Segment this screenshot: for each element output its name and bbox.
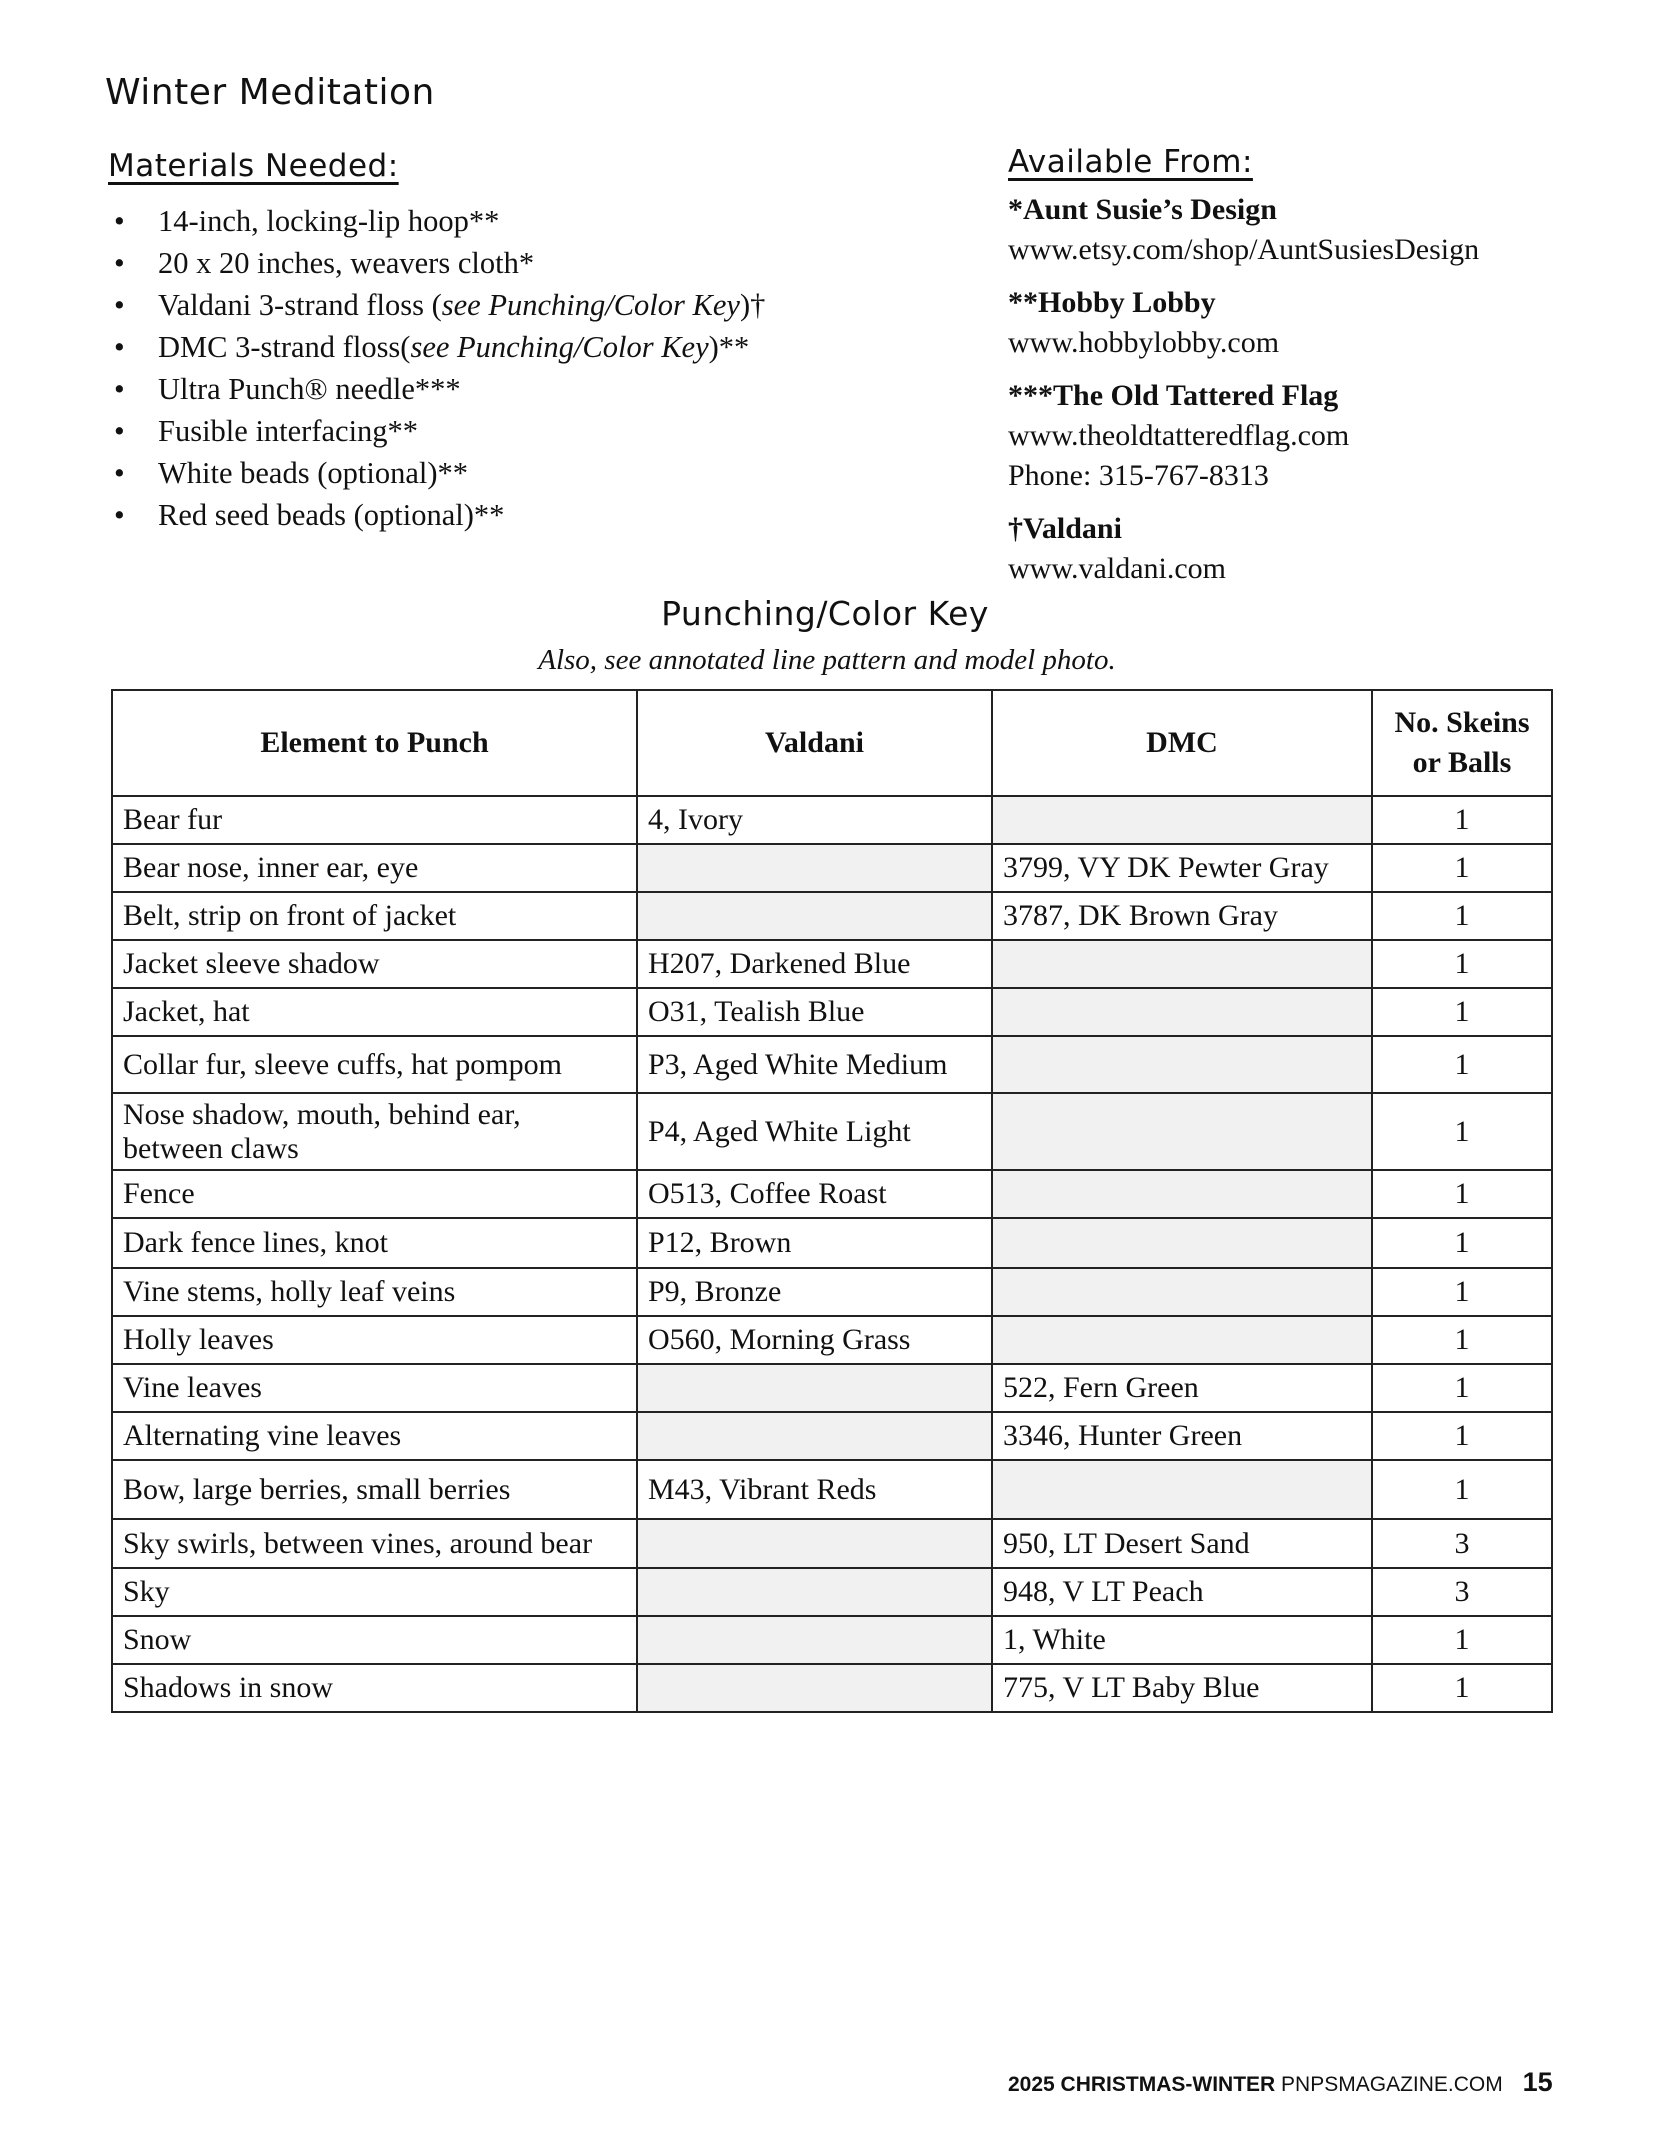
color-key-table [111,689,1553,1713]
page-title: Winter Meditation [105,72,435,113]
page-footer [1008,2067,1553,2098]
cell-element: Sky swirls, between vines, around bear [112,1519,637,1568]
cell-skeins: 1 [1372,1268,1552,1316]
table-row [112,1218,1552,1268]
key-heading-text: Punching/Color Key [661,594,989,633]
cell-element: Holly leaves [112,1316,637,1364]
cell-valdani: P3, Aged White Medium [637,1036,992,1093]
header-dmc: DMC [992,690,1372,796]
cell-element: Bow, large berries, small berries [112,1460,637,1519]
cell-dmc: 950, LT Desert Sand [992,1519,1372,1568]
source-detail: www.theoldtatteredflag.com [1008,419,1350,452]
source-entry [1008,190,1628,270]
materials-item-text: White beads (optional)** [158,456,468,490]
cell-skeins: 1 [1372,1616,1552,1664]
cell-skeins: 1 [1372,1364,1552,1412]
cell-dmc [992,1316,1372,1364]
cell-element: Jacket, hat [112,988,637,1036]
cell-dmc: 3346, Hunter Green [992,1412,1372,1460]
cell-element: Snow [112,1616,637,1664]
cell-valdani [637,892,992,940]
cell-valdani: O560, Morning Grass [637,1316,992,1364]
cell-dmc [992,1460,1372,1519]
bullet-icon: • [114,456,125,490]
table-row [112,844,1552,892]
key-heading [0,594,1654,633]
bullet-icon: • [114,372,125,406]
table-row [112,1093,1552,1170]
materials-item-text: Red seed beads (optional)** [158,498,505,532]
materials-item [108,242,765,284]
table-row [112,1568,1552,1616]
cell-valdani [637,844,992,892]
cell-element: Bear nose, inner ear, eye [112,844,637,892]
cell-skeins: 1 [1372,988,1552,1036]
table-row [112,1364,1552,1412]
cell-valdani [637,1616,992,1664]
cell-valdani: M43, Vibrant Reds [637,1460,992,1519]
table-row [112,1519,1552,1568]
materials-item [108,410,765,452]
cell-skeins: 1 [1372,1316,1552,1364]
source-entry [1008,376,1628,496]
table-row [112,1036,1552,1093]
source-name: *Aunt Susie’s Design [1008,193,1277,226]
cell-valdani: P9, Bronze [637,1268,992,1316]
table-row [112,1170,1552,1218]
cell-dmc [992,1036,1372,1093]
cell-skeins: 3 [1372,1568,1552,1616]
table-row [112,1268,1552,1316]
cell-valdani: 4, Ivory [637,796,992,844]
cell-element: Bear fur [112,796,637,844]
cell-skeins: 1 [1372,844,1552,892]
bullet-icon: • [114,330,125,364]
source-detail: www.valdani.com [1008,552,1226,585]
cell-valdani [637,1568,992,1616]
sources-list [1008,190,1628,602]
table-row [112,1616,1552,1664]
header-valdani: Valdani [637,690,992,796]
cell-element: Jacket sleeve shadow [112,940,637,988]
materials-item-text: Fusible interfacing** [158,414,419,448]
materials-heading: Materials Needed: [108,148,399,184]
materials-item [108,284,765,326]
cell-skeins: 1 [1372,796,1552,844]
cell-valdani [637,1519,992,1568]
materials-list [108,200,765,536]
cell-dmc: 1, White [992,1616,1372,1664]
key-subheading: Also, see annotated line pattern and model photo. [538,644,1116,676]
table-header-row [112,690,1552,796]
cell-skeins: 1 [1372,892,1552,940]
materials-item [108,494,765,536]
cell-valdani: P12, Brown [637,1218,992,1268]
materials-item-text: DMC 3-strand floss( [158,330,411,364]
cell-skeins: 1 [1372,1218,1552,1268]
materials-item-italic: see Punching/Color Key [410,330,709,364]
footer-issue: 2025 CHRISTMAS-WINTER [1008,2073,1276,2096]
cell-element: Shadows in snow [112,1664,637,1712]
table-row [112,1460,1552,1519]
cell-dmc [992,940,1372,988]
cell-valdani [637,1412,992,1460]
bullet-icon: • [114,414,125,448]
source-name: ***The Old Tattered Flag [1008,379,1339,412]
cell-skeins: 1 [1372,1664,1552,1712]
cell-valdani: H207, Darkened Blue [637,940,992,988]
materials-item-text: 20 x 20 inches, weavers cloth* [158,246,535,280]
cell-dmc [992,1268,1372,1316]
cell-skeins: 1 [1372,1093,1552,1170]
source-detail: www.etsy.com/shop/AuntSusiesDesign [1008,233,1480,266]
bullet-icon: • [114,288,125,322]
cell-valdani: O513, Coffee Roast [637,1170,992,1218]
cell-skeins: 1 [1372,1412,1552,1460]
bullet-icon: • [114,204,125,238]
cell-dmc: 3799, VY DK Pewter Gray [992,844,1372,892]
header-element: Element to Punch [112,690,637,796]
available-heading: Available From: [1008,144,1253,180]
cell-element: Nose shadow, mouth, behind ear, between claws [112,1093,637,1170]
source-name: **Hobby Lobby [1008,286,1216,319]
materials-item-italic: see Punching/Color Key [441,288,740,322]
table-row [112,1412,1552,1460]
materials-item-suffix: )† [739,288,766,322]
materials-item-text: Valdani 3-strand floss ( [158,288,442,322]
source-detail: www.hobbylobby.com [1008,326,1280,359]
table-row [112,1664,1552,1712]
source-detail: Phone: 315-767-8313 [1008,459,1269,492]
cell-dmc: 3787, DK Brown Gray [992,892,1372,940]
cell-skeins: 1 [1372,1036,1552,1093]
cell-dmc: 522, Fern Green [992,1364,1372,1412]
cell-dmc: 775, V LT Baby Blue [992,1664,1372,1712]
materials-item [108,326,765,368]
cell-dmc: 948, V LT Peach [992,1568,1372,1616]
cell-element: Sky [112,1568,637,1616]
cell-element: Vine leaves [112,1364,637,1412]
table-row [112,892,1552,940]
source-entry [1008,509,1628,589]
cell-element: Dark fence lines, knot [112,1218,637,1268]
cell-skeins: 3 [1372,1519,1552,1568]
cell-dmc [992,988,1372,1036]
bullet-icon: • [114,246,125,280]
cell-element: Vine stems, holly leaf veins [112,1268,637,1316]
cell-skeins: 1 [1372,1170,1552,1218]
page-number: 15 [1522,2067,1553,2097]
cell-valdani: P4, Aged White Light [637,1093,992,1170]
cell-valdani: O31, Tealish Blue [637,988,992,1036]
table-body [112,796,1552,1712]
cell-skeins: 1 [1372,940,1552,988]
materials-item [108,452,765,494]
cell-valdani [637,1664,992,1712]
materials-item [108,200,765,242]
table-row [112,1316,1552,1364]
footer-site: PNPSMAGAZINE.COM [1281,2073,1503,2096]
cell-element: Belt, strip on front of jacket [112,892,637,940]
materials-item-text: Ultra Punch® needle*** [158,372,461,406]
cell-valdani [637,1364,992,1412]
source-entry [1008,283,1628,363]
cell-dmc [992,796,1372,844]
cell-element: Fence [112,1170,637,1218]
source-name: †Valdani [1008,512,1122,545]
table-row [112,940,1552,988]
bullet-icon: • [114,498,125,532]
cell-skeins: 1 [1372,1460,1552,1519]
header-skeins: No. Skeins or Balls [1372,690,1552,796]
materials-item-suffix: )** [708,330,750,364]
cell-dmc [992,1093,1372,1170]
cell-element: Alternating vine leaves [112,1412,637,1460]
table-row [112,988,1552,1036]
cell-dmc [992,1170,1372,1218]
materials-item [108,368,765,410]
materials-item-text: 14-inch, locking-lip hoop** [158,204,500,238]
cell-element: Collar fur, sleeve cuffs, hat pompom [112,1036,637,1093]
cell-dmc [992,1218,1372,1268]
table-row [112,796,1552,844]
